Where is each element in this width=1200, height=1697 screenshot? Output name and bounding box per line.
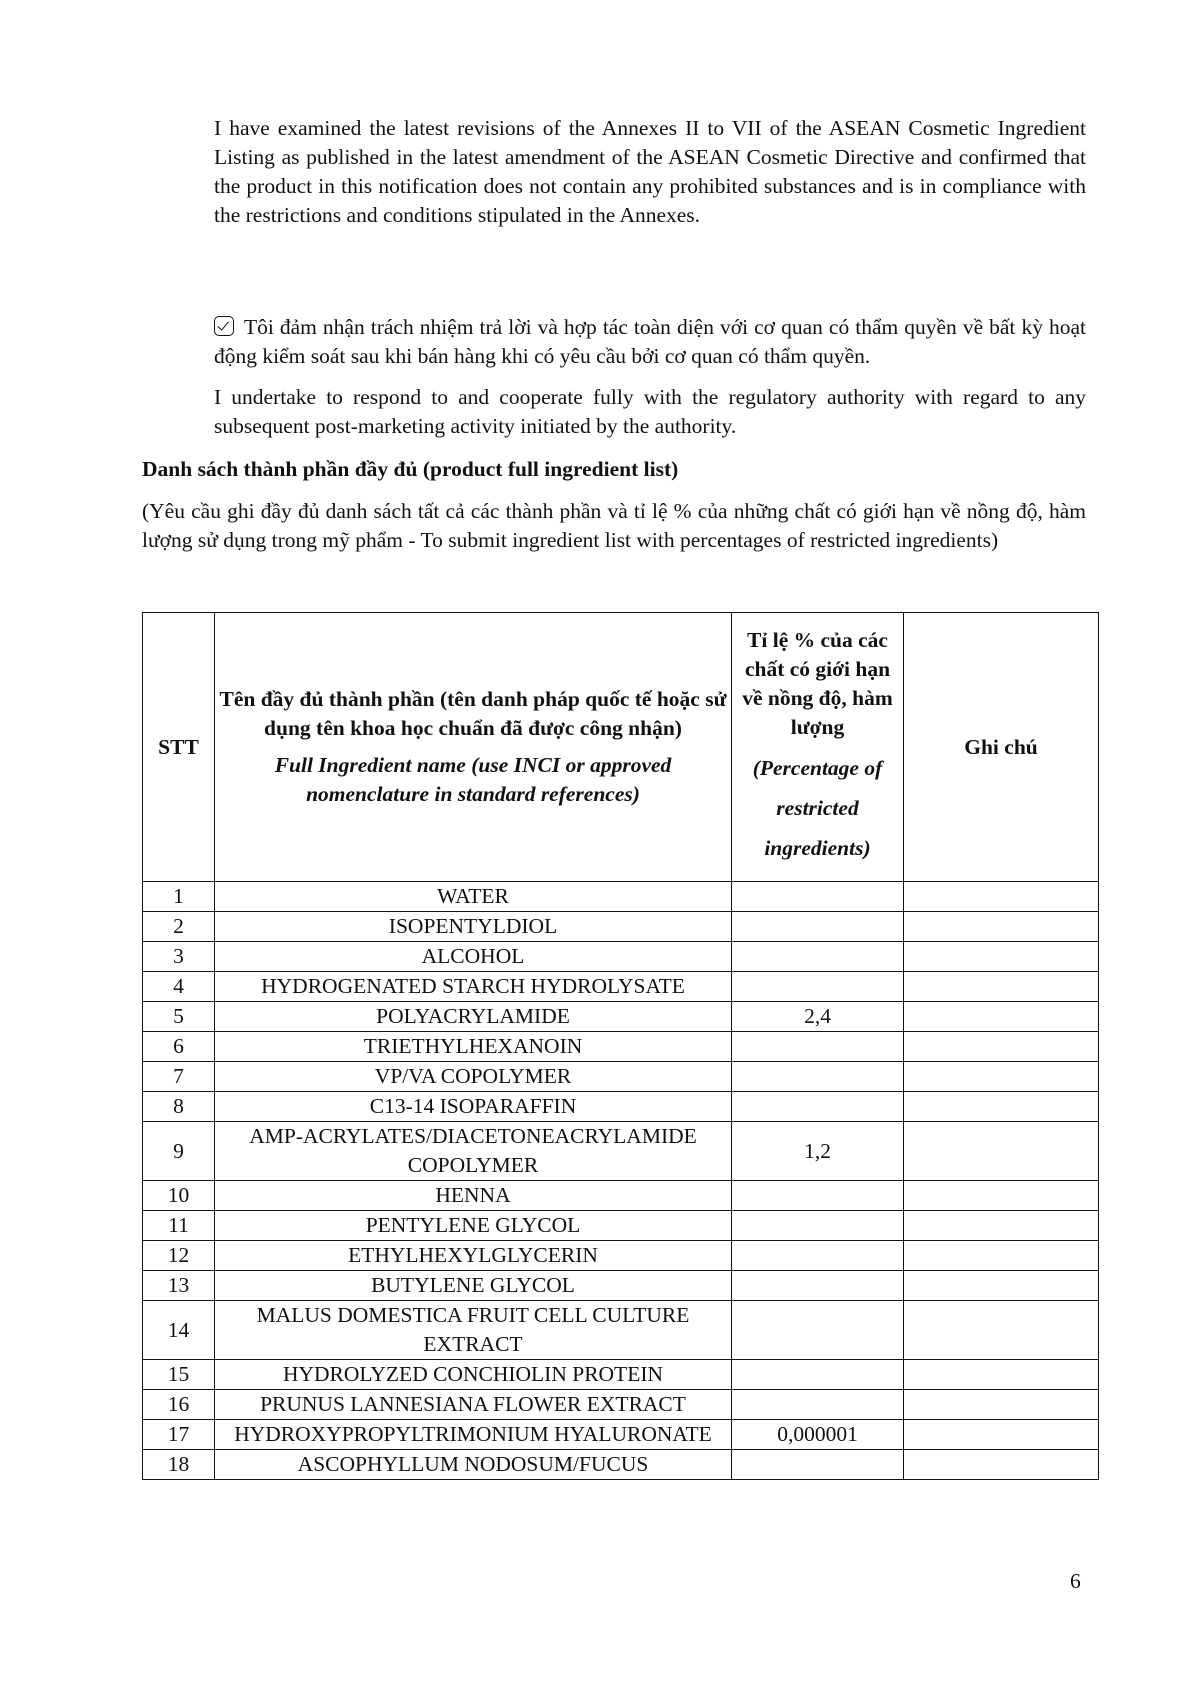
undertaking-en-paragraph: I undertake to respond to and cooperate fully with the regulatory authority with regard to any subsequent post-marketing activity initiated by the authority. <box>214 385 1086 438</box>
row-percentage-cell <box>732 1241 904 1271</box>
table-row <box>143 1301 1099 1360</box>
row-note-cell <box>904 1062 1099 1092</box>
table-row <box>143 1092 1099 1122</box>
row-note-cell <box>904 1241 1099 1271</box>
row-note-cell <box>904 1002 1099 1032</box>
header-stt: STT <box>143 613 215 882</box>
row-stt-cell: 3 <box>143 942 215 972</box>
row-stt-cell: 12 <box>143 1241 215 1271</box>
row-ingredient-cell: AMP-ACRYLATES/DIACETONEACRYLAMIDE COPOLYMER <box>215 1122 732 1181</box>
row-stt-cell: 9 <box>143 1122 215 1181</box>
row-stt-cell: 14 <box>143 1301 215 1360</box>
row-ingredient-cell: HYDROXYPROPYLTRIMONIUM HYALURONATE <box>215 1420 732 1450</box>
page-number: 6 <box>1070 1569 1081 1593</box>
table-row <box>143 912 1099 942</box>
row-ingredient-cell: HENNA <box>215 1181 732 1211</box>
row-percentage-cell: 1,2 <box>732 1122 904 1181</box>
row-ingredient-cell: VP/VA COPOLYMER <box>215 1062 732 1092</box>
table-row <box>143 1271 1099 1301</box>
row-note-cell <box>904 972 1099 1002</box>
row-ingredient-cell: WATER <box>215 882 732 912</box>
row-stt-cell: 13 <box>143 1271 215 1301</box>
row-stt-cell: 18 <box>143 1450 215 1480</box>
declaration-paragraph: I have examined the latest revisions of the Annexes II to VII of the ASEAN Cosmetic Ingredient Listing as published in the latest amendment of the ASEAN Cosmetic Directive and confirmed that the product in this notification does not contain any prohibited substances and is in compliance with the restrictions and conditions stipulated in the Annexes. <box>214 116 1086 227</box>
table-row <box>143 1390 1099 1420</box>
ingredient-rows <box>143 882 1099 1480</box>
row-note-cell <box>904 1301 1099 1360</box>
row-stt-cell: 2 <box>143 912 215 942</box>
header-note: Ghi chú <box>904 613 1099 882</box>
header-ingredient-name <box>215 613 732 882</box>
row-ingredient-cell: ISOPENTYLDIOL <box>215 912 732 942</box>
row-note-cell <box>904 912 1099 942</box>
row-percentage-cell <box>732 1181 904 1211</box>
table-row <box>143 1002 1099 1032</box>
ingredient-table <box>142 612 1099 1480</box>
section-note: (Yêu cầu ghi đầy đủ danh sách tất cả các thành phần và tỉ lệ % của những chất có giới hạn về nồng độ, hàm lượng sử dụng trong mỹ phẩm - To submit ingredient list with percentages of restricted ingredients) <box>142 499 1086 552</box>
row-stt-cell: 15 <box>143 1360 215 1390</box>
row-stt-cell: 4 <box>143 972 215 1002</box>
row-note-cell <box>904 1271 1099 1301</box>
checkbox-icon[interactable] <box>214 316 234 336</box>
table-row <box>143 1360 1099 1390</box>
table-row <box>143 1241 1099 1271</box>
row-percentage-cell <box>732 882 904 912</box>
table-row <box>143 942 1099 972</box>
row-stt-cell: 1 <box>143 882 215 912</box>
row-ingredient-cell: POLYACRYLAMIDE <box>215 1002 732 1032</box>
row-note-cell <box>904 1092 1099 1122</box>
row-stt-cell: 10 <box>143 1181 215 1211</box>
row-stt-cell: 5 <box>143 1002 215 1032</box>
row-note-cell <box>904 942 1099 972</box>
table-row <box>143 972 1099 1002</box>
table-row <box>143 1420 1099 1450</box>
row-note-cell <box>904 1181 1099 1211</box>
row-percentage-cell <box>732 1032 904 1062</box>
row-note-cell <box>904 882 1099 912</box>
table-row <box>143 1122 1099 1181</box>
row-note-cell <box>904 1390 1099 1420</box>
row-ingredient-cell: PENTYLENE GLYCOL <box>215 1211 732 1241</box>
row-percentage-cell: 2,4 <box>732 1002 904 1032</box>
row-percentage-cell <box>732 1211 904 1241</box>
row-percentage-cell <box>732 972 904 1002</box>
row-note-cell <box>904 1122 1099 1181</box>
header-name-vi: Tên đầy đủ thành phần (tên danh pháp quốc tế hoặc sử dụng tên khoa học chuẩn đã được công nhận) <box>219 687 727 740</box>
row-ingredient-cell: PRUNUS LANNESIANA FLOWER EXTRACT <box>215 1390 732 1420</box>
row-stt-cell: 7 <box>143 1062 215 1092</box>
row-stt-cell: 16 <box>143 1390 215 1420</box>
table-row <box>143 882 1099 912</box>
header-pct-vi: Tỉ lệ % của các chất có giới hạn về nồng độ, hàm lượng <box>742 628 893 739</box>
row-ingredient-cell: BUTYLENE GLYCOL <box>215 1271 732 1301</box>
table-header-row <box>143 613 1099 882</box>
header-percentage <box>732 613 904 882</box>
table-row <box>143 1450 1099 1480</box>
header-pct-en: (Percentage of restricted ingredients) <box>752 756 883 860</box>
row-stt-cell: 17 <box>143 1420 215 1450</box>
row-percentage-cell <box>732 942 904 972</box>
row-percentage-cell <box>732 1301 904 1360</box>
row-percentage-cell <box>732 912 904 942</box>
row-ingredient-cell: TRIETHYLHEXANOIN <box>215 1032 732 1062</box>
row-note-cell <box>904 1032 1099 1062</box>
row-percentage-cell <box>732 1450 904 1480</box>
table-row <box>143 1211 1099 1241</box>
undertaking-vi-paragraph <box>214 313 1086 371</box>
row-ingredient-cell: ALCOHOL <box>215 942 732 972</box>
row-percentage-cell: 0,000001 <box>732 1420 904 1450</box>
row-ingredient-cell: ETHYLHEXYLGLYCERIN <box>215 1241 732 1271</box>
table-row <box>143 1062 1099 1092</box>
row-note-cell <box>904 1360 1099 1390</box>
header-name-en: Full Ingredient name (use INCI or approved nomenclature in standard references) <box>274 753 672 806</box>
row-percentage-cell <box>732 1360 904 1390</box>
row-note-cell <box>904 1211 1099 1241</box>
row-note-cell <box>904 1420 1099 1450</box>
row-percentage-cell <box>732 1062 904 1092</box>
table-row <box>143 1032 1099 1062</box>
row-ingredient-cell: MALUS DOMESTICA FRUIT CELL CULTURE EXTRACT <box>215 1301 732 1360</box>
row-ingredient-cell: HYDROLYZED CONCHIOLIN PROTEIN <box>215 1360 732 1390</box>
table-row <box>143 1181 1099 1211</box>
row-ingredient-cell: HYDROGENATED STARCH HYDROLYSATE <box>215 972 732 1002</box>
row-percentage-cell <box>732 1390 904 1420</box>
row-ingredient-cell: C13-14 ISOPARAFFIN <box>215 1092 732 1122</box>
row-stt-cell: 6 <box>143 1032 215 1062</box>
row-percentage-cell <box>732 1271 904 1301</box>
undertaking-vi-text: Tôi đảm nhận trách nhiệm trả lời và hợp tác toàn diện với cơ quan có thẩm quyền về bất kỳ hoạt động kiểm soát sau khi bán hàng khi có yêu cầu bởi cơ quan có thẩm quyền. <box>214 315 1086 368</box>
row-note-cell <box>904 1450 1099 1480</box>
row-percentage-cell <box>732 1092 904 1122</box>
row-ingredient-cell: ASCOPHYLLUM NODOSUM/FUCUS <box>215 1450 732 1480</box>
row-stt-cell: 8 <box>143 1092 215 1122</box>
row-stt-cell: 11 <box>143 1211 215 1241</box>
section-heading: Danh sách thành phần đầy đủ (product full ingredient list) <box>142 457 679 481</box>
